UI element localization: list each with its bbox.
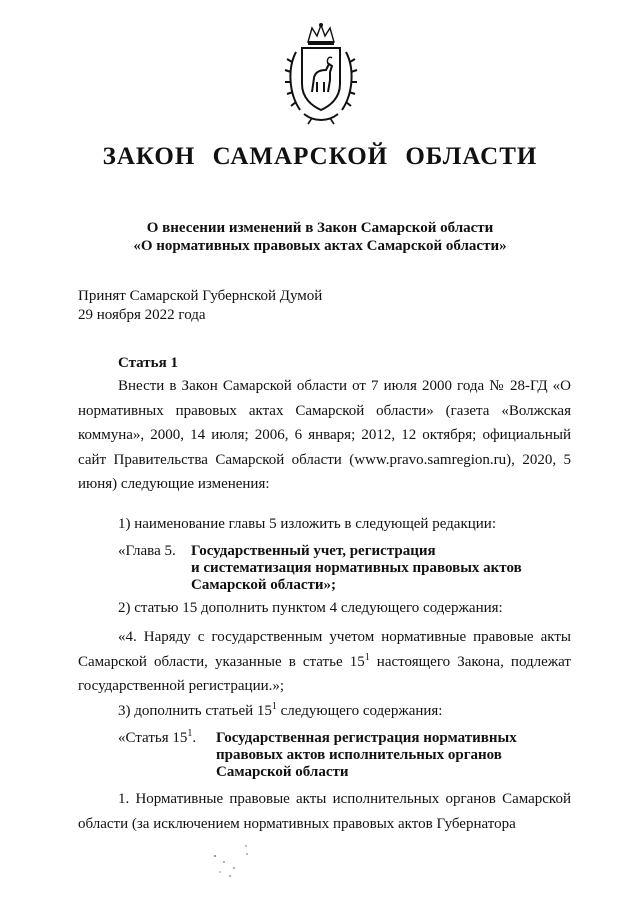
- point-4-superscript: 1: [364, 651, 370, 663]
- chapter-title-line-3: Самарской области»;: [191, 577, 336, 593]
- scan-specks: [210, 842, 270, 882]
- article-title-line-2: правовых актов исполнительных органов: [216, 747, 502, 763]
- article-title-line-3: Самарской области: [216, 764, 349, 780]
- chapter-prefix: «Глава 5.: [118, 543, 176, 559]
- samara-coat-of-arms-icon: [282, 22, 360, 126]
- chapter-title-line-2: и систематизация нормативных правовых актов: [191, 560, 522, 576]
- law-subtitle: [0, 219, 640, 255]
- article-title-line-1: Государственная регистрация нормативных: [216, 730, 517, 746]
- chapter-title: [191, 543, 522, 594]
- article-prefix-end: .: [192, 730, 197, 746]
- point-4-text-1: «4. Наряду с государственным учетом нормативные правовые акты Самарской области, указанные в статье 15: [78, 629, 571, 670]
- item-3-superscript: 1: [271, 701, 277, 712]
- item-1: 1) наименование главы 5 изложить в следующей редакции:: [118, 516, 496, 532]
- chapter-title-line-1: Государственный учет, регистрация: [191, 543, 436, 559]
- article-prefix-superscript: 1: [187, 728, 193, 739]
- item-3-text-1: 3) дополнить статьей 15: [118, 703, 272, 719]
- article-prefix: [118, 730, 196, 747]
- article-prefix-text: «Статья 15: [118, 730, 188, 746]
- article-heading: Статья 1: [118, 355, 178, 371]
- point-1-paragraph: 1. Нормативные правовые акты исполнительных органов Самарской области (за исключением нормативных правовых актов Губернатора: [78, 791, 571, 832]
- subtitle-line-1: О внесении изменений в Закон Самарской области: [146, 220, 494, 236]
- subtitle-line-2: «О нормативных правовых актах Самарской области»: [133, 238, 507, 254]
- adopted-date: 29 ноября 2022 года: [78, 307, 206, 323]
- adoption-info: [78, 287, 322, 325]
- adopted-by: Принят Самарской Губернской Думой: [78, 288, 323, 304]
- item-3: [118, 703, 442, 720]
- intro-paragraph: Внести в Закон Самарской области от 7 июля 2000 года № 28-ГД «О нормативных правовых актах Самарской области» (газета «Волжская коммуна», 2000, 14 июля; 2006, 6 января; 2012, 12 октября; официальный сайт Правительства Самарской области (www.pravo.samregion.ru), 2020, 5 июня) следующие изменения:: [78, 378, 571, 492]
- item-2: 2) статью 15 дополнить пунктом 4 следующего содержания:: [118, 600, 503, 616]
- law-title: ЗАКОН САМАРСКОЙ ОБЛАСТИ: [102, 143, 538, 170]
- item-3-text-2: следующего содержания:: [276, 703, 443, 719]
- point-4-paragraph: [78, 625, 571, 699]
- article-title: [216, 730, 517, 781]
- point-4-text-2: настоящего Закона, подлежат государственной регистрации.»;: [78, 653, 571, 694]
